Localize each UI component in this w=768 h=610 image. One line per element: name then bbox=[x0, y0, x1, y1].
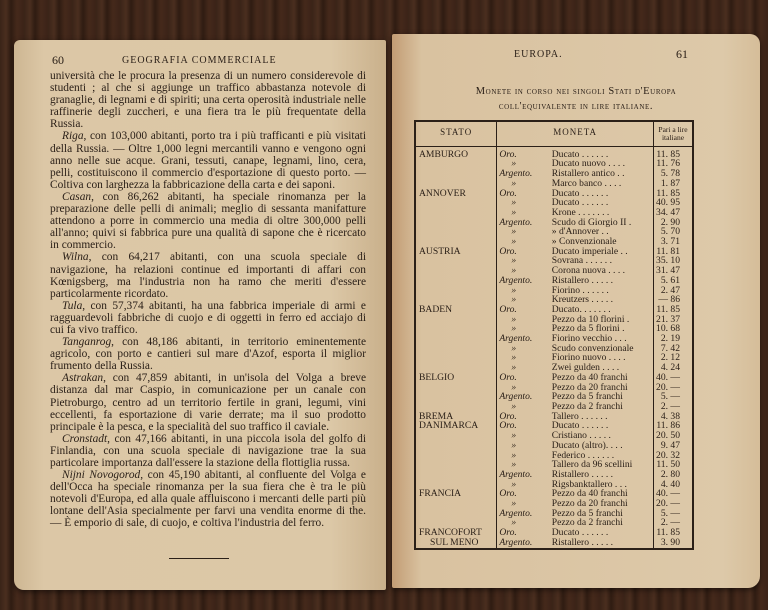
left-page bbox=[14, 40, 386, 590]
lire-value: 2. — bbox=[660, 517, 680, 529]
running-head: GEOGRAFIA COMMERCIALE bbox=[122, 55, 277, 66]
lire-value: 2. 19 bbox=[660, 333, 680, 345]
paragraph bbox=[50, 372, 366, 432]
metal-type: » bbox=[511, 352, 517, 364]
coin-name: Krone . . . . . . . bbox=[550, 208, 654, 218]
metal-type: Argento. bbox=[499, 333, 533, 345]
metal-type: » bbox=[511, 449, 517, 461]
state-name bbox=[415, 344, 497, 354]
metal-type: Oro. bbox=[499, 148, 517, 160]
lire-value: 20. — bbox=[656, 381, 680, 393]
header-pari: Pari a lire italiane bbox=[654, 121, 693, 146]
state-name: BADEN bbox=[415, 305, 497, 315]
paragraph-text: università che le procura la presenza di un numero considerevole di studenti ; al che si aggiunge un traffico abbastanza notevole di granaglie, di legnami e di spiriti; una certa operosità industriale nelle raffinerie degli zuccheri, e una fiera tra le più frequentate della Russia. bbox=[50, 70, 366, 131]
lire-value: 11. 50 bbox=[656, 459, 680, 471]
state-name bbox=[415, 431, 497, 441]
table-title bbox=[392, 84, 760, 114]
metal-type: Oro. bbox=[499, 371, 517, 383]
lire-value: 20. — bbox=[656, 498, 680, 510]
coin-name: Scudo convenzionale bbox=[550, 344, 654, 354]
coin-name: Pezzo da 5 franchi bbox=[550, 509, 654, 519]
state-name bbox=[415, 509, 497, 519]
coin-name: Pezzo da 20 franchi bbox=[550, 499, 654, 509]
coin-name: Pezzo da 40 franchi bbox=[550, 373, 654, 383]
paragraph-text: , con 47,166 abitanti, in una piccola isola del golfo di Finlandia, con una scuola speciale di navigazione trae la sua particolare importanza dall'essere la stazione della flottiglia russa. bbox=[50, 432, 366, 469]
state-name bbox=[415, 451, 497, 461]
coin-name: » Convenzionale bbox=[550, 237, 654, 247]
metal-type: » bbox=[511, 459, 517, 471]
state-name bbox=[415, 460, 497, 470]
coin-name: Pezzo da 5 franchi bbox=[550, 392, 654, 402]
state-name bbox=[415, 169, 497, 179]
city-name: Nijni Novogorod bbox=[62, 469, 141, 482]
page-number: 60 bbox=[52, 53, 64, 67]
state-name bbox=[415, 334, 497, 344]
paragraph-text: , con 103,000 abitanti, porto tra i più trafficanti e più visitati della Russia. — Oltre 1,000 legni mercantili vanno e vengono ogni anno nelle sue acque. Grani, tessuti, canape, legnami, lino, cera, pelli, costituiscono il commercio d'esportazione di questo porto. — Coltiva con larghezza la fabbricazione della carta e dei saponi. bbox=[50, 130, 366, 191]
state-name bbox=[415, 266, 497, 276]
metal-type: » bbox=[511, 362, 517, 374]
coin-name: Pezzo da 2 franchi bbox=[550, 402, 654, 412]
metal-type: » bbox=[511, 294, 517, 306]
metal-type: » bbox=[511, 342, 517, 354]
metal-type: » bbox=[511, 206, 517, 218]
metal-type: » bbox=[511, 430, 517, 442]
body-text bbox=[50, 70, 366, 530]
lire-value: 31. 47 bbox=[656, 265, 680, 277]
city-name: Cronstadt bbox=[62, 432, 108, 445]
lire-value: 5. — bbox=[660, 507, 680, 519]
coin-name: Sovrana . . . . . . bbox=[550, 256, 654, 266]
lire-value: 3. 90 bbox=[660, 536, 680, 548]
coin-name: Ducato . . . . . . bbox=[550, 146, 654, 159]
metal-type: » bbox=[511, 381, 517, 393]
paragraph bbox=[50, 191, 366, 251]
metal-type: » bbox=[511, 400, 517, 412]
coin-name: Marco banco . . . . bbox=[550, 179, 654, 189]
coin-name: Pezzo da 2 franchi bbox=[550, 518, 654, 528]
state-name: DANIMARCA bbox=[415, 421, 497, 431]
lire-value: 20. 50 bbox=[656, 430, 680, 442]
coin-name: Ducato (altro). . . . bbox=[550, 441, 654, 451]
lire-value: 1. 87 bbox=[660, 177, 680, 189]
lire-value: 11. 81 bbox=[656, 245, 680, 257]
lire-value: 20. 32 bbox=[656, 449, 680, 461]
metal-type: Argento. bbox=[499, 536, 533, 548]
coin-name: Fiorino vecchio . . . bbox=[550, 334, 654, 344]
paragraph bbox=[50, 433, 366, 469]
metal-type: » bbox=[511, 177, 517, 189]
lire-value: 4. 40 bbox=[660, 478, 680, 490]
metal-type: Argento. bbox=[499, 507, 533, 519]
paragraph-text: , con 86,262 abitanti, ha speciale rinomanza per la preparazione delle pelli di animali; meglio di sessanta manifatture attendono a porre in commercio una media di oltre 300,000 pelli all'anno; quivi si fabbrica pure una qualità di sapone che è ricercato in commercio. bbox=[50, 190, 366, 252]
lire-value: 2. 12 bbox=[660, 352, 680, 364]
lire-value: 11. 76 bbox=[656, 158, 680, 170]
lire-value: 40. — bbox=[656, 371, 680, 383]
lire-value: 2. — bbox=[660, 400, 680, 412]
right-page bbox=[392, 34, 760, 588]
metal-type: Argento. bbox=[499, 168, 533, 180]
state-name: AMBURGO bbox=[415, 146, 497, 159]
lire-value: 35. 10 bbox=[656, 255, 680, 267]
paragraph-text: , con 64,217 abitanti, con una scuola speciale di navigazione, ha relazioni continue ed importanti di affari con Kœnigsberg, ma l'industria non ha ramo che meriti d'essere particolarmente ricordato. bbox=[50, 251, 366, 300]
lire-value: 5. — bbox=[660, 391, 680, 403]
lire-value: 5. 70 bbox=[660, 226, 680, 238]
state-name bbox=[415, 353, 497, 363]
lire-value: 2. 90 bbox=[660, 216, 680, 228]
coin-name: Tallero . . . . . . bbox=[550, 412, 654, 422]
coin-name: Ristallero antico . . bbox=[550, 169, 654, 179]
paragraph-text: , con 47,859 abitanti, in un'isola del Volga a breve distanza dal mar Caspio, in comunicazione per un canale con Pietroburgo, centro ad un territorio fertile in grani, legumi, vini eccellenti, fa esportazione di varie derrate; ma il suo prodotto principale è la pesca, e la specialità del suo traffico il caviale. bbox=[50, 372, 366, 433]
metal-type: » bbox=[511, 226, 517, 238]
page-number: 61 bbox=[676, 47, 688, 61]
lire-value: 5. 61 bbox=[660, 274, 680, 286]
metal-type: Oro. bbox=[499, 488, 517, 500]
coin-name: Scudo di Giorgio II . bbox=[550, 218, 654, 228]
coin-name: Pezzo da 10 florini . bbox=[550, 315, 654, 325]
coin-name: Pezzo da 5 florini . bbox=[550, 324, 654, 334]
coin-name: Ducato . . . . . . bbox=[550, 198, 654, 208]
paragraph bbox=[50, 469, 366, 529]
coin-name: Tallero da 96 scellini bbox=[550, 460, 654, 470]
lire-value: 40. 95 bbox=[656, 197, 680, 209]
state-name: ANNOVER bbox=[415, 189, 497, 199]
coin-name: Ristallero . . . . . bbox=[550, 276, 654, 286]
state-name: FRANCIA bbox=[415, 489, 497, 499]
lire-value: 11. 85 bbox=[656, 187, 680, 199]
metal-type: Oro. bbox=[499, 527, 517, 539]
coin-name: Corona nuova . . . . bbox=[550, 266, 654, 276]
state-name bbox=[415, 470, 497, 480]
city-name: Astrakan bbox=[62, 372, 104, 385]
lire-value: — 86 bbox=[658, 294, 680, 306]
metal-type: » bbox=[511, 158, 517, 170]
coin-name: Pezzo da 20 franchi bbox=[550, 383, 654, 393]
lire-value: 5. 78 bbox=[660, 168, 680, 180]
state-name bbox=[415, 276, 497, 286]
lire-value: 2. 80 bbox=[660, 468, 680, 480]
metal-type: » bbox=[511, 439, 517, 451]
metal-type: Argento. bbox=[499, 391, 533, 403]
lire-value: 2. 47 bbox=[660, 284, 680, 296]
coin-name: Ducato nuovo . . . . bbox=[550, 159, 654, 169]
metal-type: Argento. bbox=[499, 216, 533, 228]
coin-name: Ducato . . . . . . bbox=[550, 528, 654, 538]
paragraph bbox=[50, 300, 366, 336]
lire-value: 11. 85 bbox=[656, 303, 680, 315]
city-name: Casan bbox=[62, 190, 92, 203]
state-name: BELGIO bbox=[415, 373, 497, 383]
table-row bbox=[415, 538, 693, 549]
coin-name: Zwei gulden . . . . bbox=[550, 363, 654, 373]
lire-value: 11. 85 bbox=[656, 148, 680, 160]
coin-name: Ristallero . . . . . bbox=[550, 538, 654, 549]
coins-table bbox=[414, 120, 694, 550]
city-name: Tula bbox=[62, 299, 83, 312]
city-name: Wilna bbox=[62, 251, 89, 264]
state-name bbox=[415, 441, 497, 451]
city-name: Riga bbox=[62, 130, 84, 143]
paragraph bbox=[50, 70, 366, 130]
coin-name: Ducato. . . . . . . bbox=[550, 305, 654, 315]
lire-value: 34. 47 bbox=[656, 206, 680, 218]
metal-type: Oro. bbox=[499, 303, 517, 315]
metal-type: » bbox=[511, 197, 517, 209]
state-name bbox=[415, 159, 497, 169]
lire-value: 10. 68 bbox=[656, 323, 680, 335]
coin-name: Federico . . . . . . bbox=[550, 451, 654, 461]
coin-name: Ducato . . . . . . bbox=[550, 189, 654, 199]
coin-name: Fiorino . . . . . . bbox=[550, 286, 654, 296]
city-name: Tanganrog bbox=[62, 336, 112, 349]
state-name bbox=[415, 198, 497, 208]
metal-type: » bbox=[511, 313, 517, 325]
state-name bbox=[415, 499, 497, 509]
metal-type: Argento. bbox=[499, 468, 533, 480]
state-name bbox=[415, 227, 497, 237]
coin-name: Cristiano . . . . . bbox=[550, 431, 654, 441]
metal-type: Argento. bbox=[499, 274, 533, 286]
lire-value: 3. 71 bbox=[660, 236, 680, 248]
metal-type: Oro. bbox=[499, 187, 517, 199]
state-name bbox=[415, 392, 497, 402]
coin-name: Ducato imperiale . . bbox=[550, 247, 654, 257]
metal-type: » bbox=[511, 498, 517, 510]
lire-value: 11. 85 bbox=[656, 527, 680, 539]
metal-type: » bbox=[511, 478, 517, 490]
coin-name: Ducato . . . . . . bbox=[550, 421, 654, 431]
metal-type: » bbox=[511, 236, 517, 248]
coin-name: Pezzo da 40 franchi bbox=[550, 489, 654, 499]
lire-value: 9. 47 bbox=[660, 439, 680, 451]
metal-type: » bbox=[511, 517, 517, 529]
header-stato: STATO bbox=[415, 121, 497, 146]
lire-value: 21. 37 bbox=[656, 313, 680, 325]
paragraph bbox=[50, 130, 366, 190]
paragraph-text: , con 48,186 abitanti, in territorio eminentemente agricolo, con porto e cantieri sul mare d'Azof, esporta il miglior frumento della Russia. bbox=[50, 336, 366, 373]
table-title-line1: Monete in corso nei singoli Stati d'Europa bbox=[475, 86, 677, 97]
metal-type: Oro. bbox=[499, 410, 517, 422]
metal-type: » bbox=[511, 284, 517, 296]
state-name bbox=[415, 218, 497, 228]
metal-type: Oro. bbox=[499, 245, 517, 257]
lire-value: 11. 86 bbox=[656, 420, 680, 432]
coin-name: Kreutzers . . . . . bbox=[550, 295, 654, 305]
running-head: EUROPA. bbox=[514, 49, 563, 60]
metal-type: » bbox=[511, 255, 517, 267]
metal-type: » bbox=[511, 265, 517, 277]
state-name bbox=[415, 208, 497, 218]
state-name bbox=[415, 315, 497, 325]
paragraph bbox=[50, 336, 366, 372]
state-name: FRANCOFORT bbox=[415, 528, 497, 538]
coin-name: Ristallero . . . . . bbox=[550, 470, 654, 480]
metal-type: Oro. bbox=[499, 420, 517, 432]
state-name: BREMA bbox=[415, 412, 497, 422]
table-title-line2: coll'equivalente in lire italiane. bbox=[498, 101, 654, 112]
lire-value: 40. — bbox=[656, 488, 680, 500]
coin-name: Fiorino nuovo . . . . bbox=[550, 353, 654, 363]
header-moneta: MONETA bbox=[497, 121, 654, 146]
lire-value: 7. 42 bbox=[660, 342, 680, 354]
state-name bbox=[415, 286, 497, 296]
section-rule bbox=[169, 558, 229, 559]
lire-value: 4. 38 bbox=[660, 410, 680, 422]
coin-name: Rigsbanktallero . . . bbox=[550, 480, 654, 490]
state-name: AUSTRIA bbox=[415, 247, 497, 257]
metal-type: » bbox=[511, 323, 517, 335]
coin-name: » d'Annover . . bbox=[550, 227, 654, 237]
lire-value: 4. 24 bbox=[660, 362, 680, 374]
paragraph-text: , con 57,374 abitanti, ha una fabbrica imperiale di armi e ragguardevoli fabbriche di cuojo e di oggetti in ferro ed acciajo di cui fa vivo traffico. bbox=[50, 299, 366, 336]
state-name: SUL MENO bbox=[415, 538, 497, 549]
paragraph bbox=[50, 251, 366, 299]
paragraph-text: , con 45,190 abitanti, al confluente del Volga e dell'Occa ha speciale rinomanza per la sua fiera che è tra le più notevoli d'Europa, ed alla quale affluiscono i mercanti delle parti più lontane dell'Asia specialmente per farvi una vendita enorme di the. — È emporio di sale, di cuojo, e coltiva l'industria del ferro. bbox=[50, 469, 366, 530]
state-name bbox=[415, 324, 497, 334]
state-name bbox=[415, 383, 497, 393]
state-name bbox=[415, 256, 497, 266]
